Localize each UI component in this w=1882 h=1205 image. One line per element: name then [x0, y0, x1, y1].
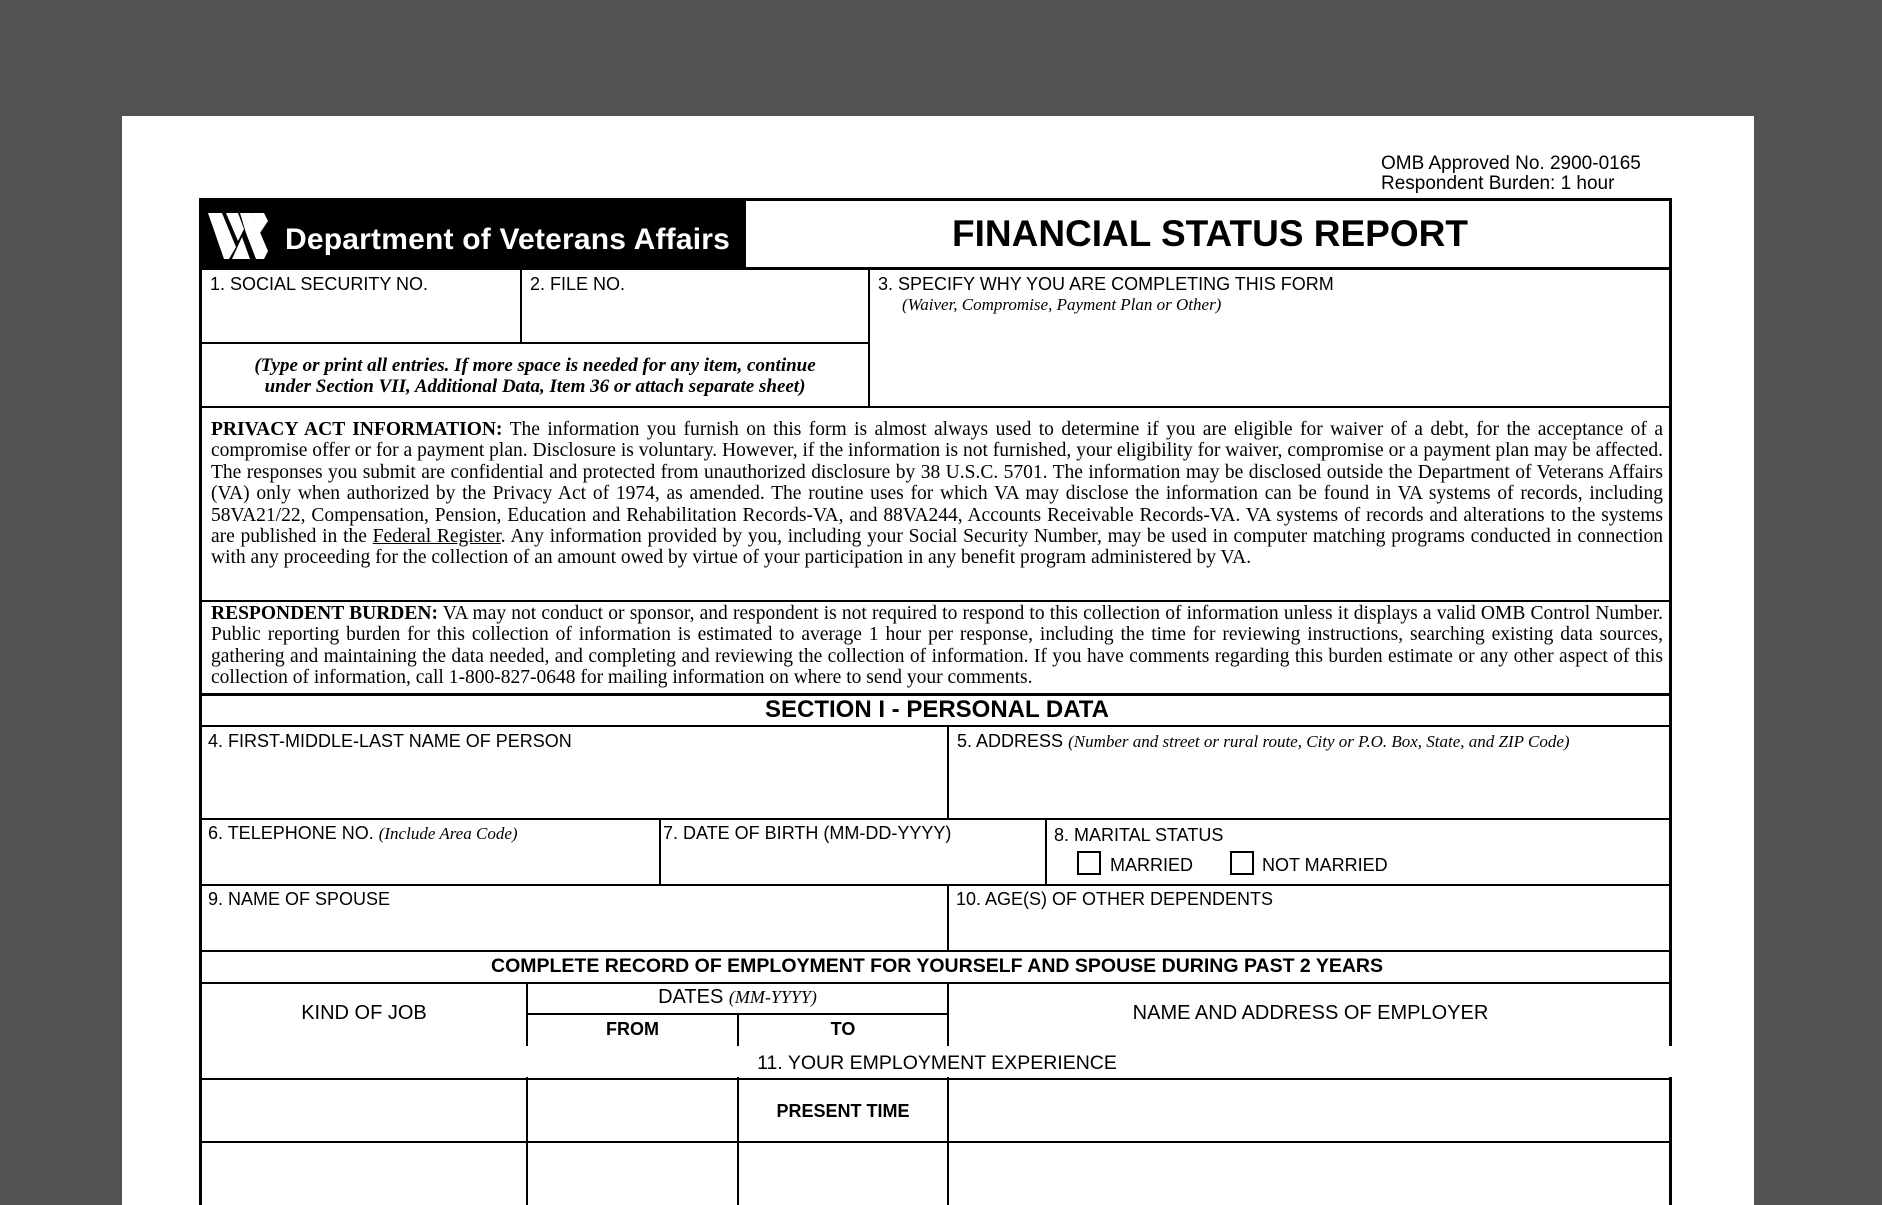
address-field[interactable]	[949, 751, 1672, 817]
job-from-field-2[interactable]	[528, 1143, 737, 1203]
job-to-field-2[interactable]	[739, 1143, 947, 1203]
file-number-label: 2. FILE NO.	[530, 274, 626, 294]
respondent-burden-text: VA may not conduct or sponsor, and respondent is not required to respond to this collection of information unless it displays a valid OMB Control Number. Public reporting burden for this collection of information is estimated to average 1 hour per response, including the time for reviewing instructions, searching existing data sources, gathering and maintaining the data needed, and completing and reviewing the collection of information. If you have comments regarding this burden estimate or any other aspect of this collection of information, call 1-800-827-0648 for mailing information on where to send your comments.	[211, 603, 1663, 689]
job-kind-field-1[interactable]	[202, 1080, 526, 1140]
employer-header: NAME AND ADDRESS OF EMPLOYER	[1132, 1002, 1489, 1024]
spouse-name-label: 9. NAME OF SPOUSE	[208, 889, 391, 909]
form-title: FINANCIAL STATUS REPORT	[952, 213, 1468, 254]
from-header: FROM	[606, 1019, 659, 1039]
telephone-hint: (Include Area Code)	[378, 824, 518, 843]
address-hint: (Number and street or rural route, City or P.O. Box, State, and ZIP Code)	[1068, 732, 1570, 751]
privacy-act-heading: PRIVACY ACT INFORMATION:	[211, 419, 503, 440]
telephone-label-group	[208, 823, 518, 844]
ssn-field[interactable]	[202, 293, 520, 341]
telephone-field[interactable]	[202, 843, 659, 883]
telephone-label: 6. TELEPHONE NO.	[208, 823, 374, 843]
instructions-note	[202, 355, 868, 397]
section-1-title: SECTION I - PERSONAL DATA	[764, 696, 1109, 723]
instructions-line-1: (Type or print all entries. If more space is needed for any item, continue	[254, 355, 816, 376]
dependents-ages-field[interactable]	[949, 909, 1672, 949]
kind-of-job-header: KIND OF JOB	[301, 1002, 427, 1024]
respondent-burden-heading: RESPONDENT BURDEN:	[211, 603, 438, 624]
ssn-label: 1. SOCIAL SECURITY NO.	[210, 274, 429, 294]
employer-field-2[interactable]	[949, 1143, 1672, 1203]
address-label-group	[957, 731, 1570, 752]
dates-label: DATES	[658, 986, 724, 1008]
name-field[interactable]	[202, 751, 947, 817]
federal-register-link[interactable]: Federal Register	[372, 526, 501, 548]
to-header: TO	[830, 1019, 856, 1039]
privacy-act-paragraph	[211, 419, 1663, 569]
respondent-burden-paragraph	[211, 603, 1663, 689]
dependents-ages-label: 10. AGE(S) OF OTHER DEPENDENTS	[956, 889, 1274, 909]
financial-status-form	[199, 198, 1672, 1205]
specify-reason-label: 3. SPECIFY WHY YOU ARE COMPLETING THIS FORM	[878, 274, 1334, 294]
marital-status-label: 8. MARITAL STATUS	[1054, 825, 1224, 845]
privacy-act-text-end: . Any information provided by you, including your Social Security Number, may be used in computer matching programs conducted in connection with any proceeding for the collection of an amount owed by virtue of your participation in any benefit program administered by VA.	[211, 526, 1663, 569]
job-from-field-1[interactable]	[528, 1080, 737, 1140]
privacy-act-text: The information you furnish on this form is almost always used to determine if you are eligible for waiver of a debt, for the acceptance of a compromise offer or for a payment plan. Disclosure is voluntary. However, if the information is not furnished, your eligibility for waiver, compromise or a payment plan may be affected. The responses you submit are confidential and protected from unauthorized disclosure by 38 U.S.C. 5701. The information may be disclosed outside the Department of Veterans Affairs (VA) only when authorized by the Privacy Act of 1974, as amended. The routine uses for which VA may disclose the information can be found in VA systems of records, including 58VA21/22, Compensation, Pension, Education and Rehabilitation Records-VA, and 88VA244, Accounts Receivable Records-VA. VA systems of records and alterations to the systems are published in the	[211, 419, 1663, 548]
employer-field-1[interactable]	[949, 1080, 1672, 1140]
department-name: Department of Veterans Affairs	[285, 223, 731, 256]
instructions-line-2: under Section VII, Additional Data, Item 36 or attach separate sheet)	[264, 376, 806, 397]
spouse-name-field[interactable]	[202, 909, 947, 949]
va-banner	[202, 201, 745, 269]
va-logo-icon	[206, 207, 270, 263]
name-label: 4. FIRST-MIDDLE-LAST NAME OF PERSON	[208, 731, 572, 751]
date-of-birth-field[interactable]	[661, 843, 1045, 883]
file-number-field[interactable]	[522, 293, 867, 341]
employment-heading: COMPLETE RECORD OF EMPLOYMENT FOR YOURSELF AND SPOUSE DURING PAST 2 YEARS	[490, 955, 1384, 977]
specify-reason-field[interactable]	[870, 317, 1672, 405]
married-label: MARRIED	[1110, 855, 1194, 875]
employment-experience-text: 11. YOUR EMPLOYMENT EXPERIENCE	[757, 1052, 1117, 1074]
form-page	[122, 116, 1754, 1205]
respondent-burden-time: Respondent Burden: 1 hour	[1381, 173, 1615, 194]
dates-header	[528, 987, 947, 1007]
address-label: 5. ADDRESS	[957, 731, 1064, 751]
not-married-label: NOT MARRIED	[1262, 855, 1388, 875]
job-kind-field-2[interactable]	[202, 1143, 526, 1203]
married-checkbox[interactable]	[1077, 851, 1101, 875]
date-of-birth-label: 7. DATE OF BIRTH (MM-DD-YYYY)	[663, 823, 952, 843]
dates-hint: (MM-YYYY)	[728, 987, 817, 1007]
not-married-checkbox[interactable]	[1230, 851, 1254, 875]
present-time-label: PRESENT TIME	[776, 1101, 910, 1121]
omb-number: OMB Approved No. 2900-0165	[1381, 153, 1641, 174]
omb-info	[1381, 154, 1641, 194]
specify-reason-hint: (Waiver, Compromise, Payment Plan or Other)	[902, 295, 1222, 314]
